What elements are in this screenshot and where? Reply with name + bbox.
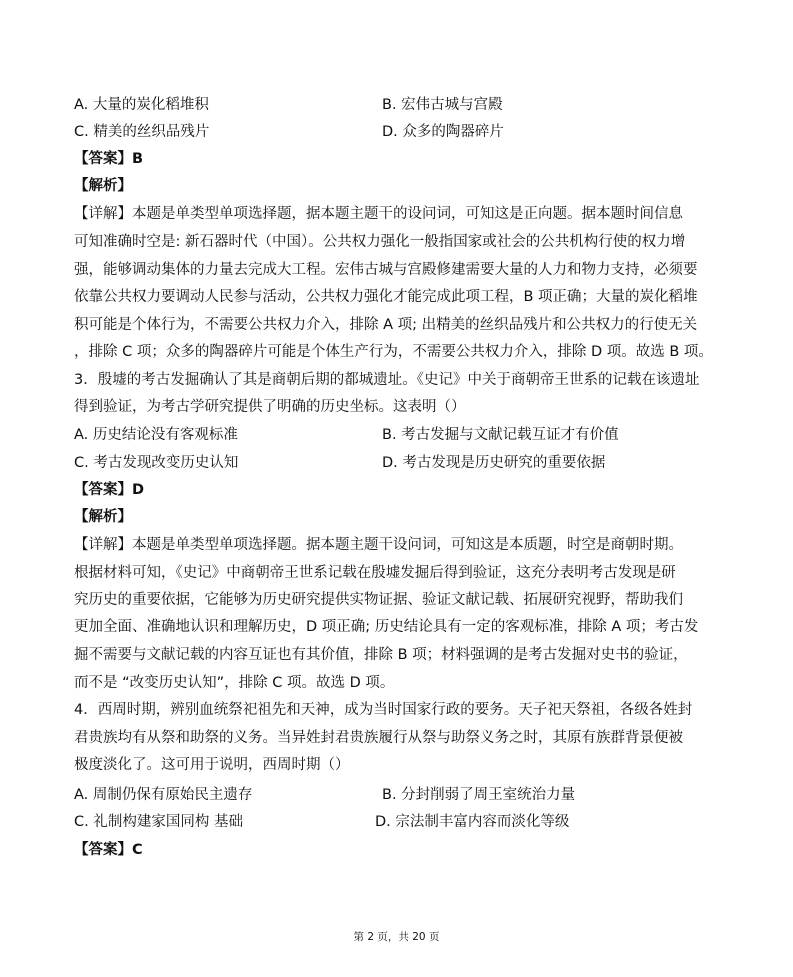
q3-analysis-line: 根据材料可知，《史记》中商朝帝王世系记载在殷墟发掘后得到验证，这充分表明考古发现是研 bbox=[74, 565, 676, 581]
q3-analysis-line: 更加全面、准确地认识和理解历史，D 项正确; 历史结论具有一定的客观标准，排除 A 项；考古发 bbox=[74, 619, 699, 635]
q2-analysis-line: ，排除 C 项；众多的陶器碎片可能是个体生产行为，不需要公共权力介入，排除 D 项。故选 B 项。 bbox=[74, 344, 713, 360]
q3-option-b: B. 考古发掘与文献记载互证才有价值 bbox=[382, 427, 619, 443]
q2-analysis-title: 【解析】 bbox=[74, 178, 132, 194]
q2-answer: 【答案】B bbox=[74, 151, 144, 167]
q3-analysis-line: 究历史的重要依据，它能够为历史研究提供实物证据、验证文献记载、拓展研究视野，帮助我们 bbox=[74, 592, 683, 608]
q2-option-b: B. 宏伟古城与宫殿 bbox=[382, 97, 503, 113]
q2-option-d: D. 众多的陶器碎片 bbox=[382, 124, 504, 140]
q2-analysis-line: 可知准确时空是: 新石器时代（中国）。公共权力强化一般指国家或社会的公共机构行使的权力增 bbox=[74, 234, 686, 250]
q2-analysis-line: 【详解】本题是单类型单项选择题，据本题主题干的设问词，可知这是正向题。据本题时间信息 bbox=[74, 206, 683, 222]
q3-analysis-line: 【详解】本题是单类型单项选择题。据本题主题干设问词，可知这是本质题，时空是商朝时期。 bbox=[74, 537, 683, 553]
q4-option-a: A. 周制仍保有原始民主遗存 bbox=[74, 787, 253, 803]
q2-analysis-line: 强，能够调动集体的力量去完成大工程。宏伟古城与宫殿修建需要大量的人力和物力支持，必须要 bbox=[74, 262, 698, 278]
q3-option-a: A. 历史结论没有客观标准 bbox=[74, 427, 238, 443]
page-footer: 第 2 页，共 20 页 bbox=[353, 931, 440, 943]
q3-analysis-title: 【解析】 bbox=[74, 509, 132, 525]
q3-analysis-line: 掘不需要与文献记载的内容互证也有其价值，排除 B 项；材料强调的是考古发掘对史书的验证， bbox=[74, 647, 688, 663]
q2-option-c: C. 精美的丝织品残片 bbox=[74, 124, 210, 140]
q2-option-a: A. 大量的炭化稻堆积 bbox=[74, 97, 209, 113]
q4-option-b: B. 分封削弱了周王室统治力量 bbox=[382, 787, 576, 803]
q2-analysis-line: 依靠公共权力要调动人民参与活动，公共权力强化才能完成此项工程，B 项正确；大量的炭化稻堆 bbox=[74, 289, 698, 305]
q3-stem-line: 得到验证，为考古学研究提供了明确的历史坐标。这表明（） bbox=[74, 399, 466, 415]
q4-option-c: C. 礼制构建家国同构 基础 bbox=[74, 814, 243, 830]
q4-answer: 【答案】C bbox=[74, 842, 143, 858]
q3-analysis-line: 而不是 “改变历史认知”，排除 C 项。故选 D 项。 bbox=[74, 675, 395, 691]
q4-stem-line: 极度淡化了。这可用于说明，西周时期（） bbox=[74, 757, 350, 773]
q3-option-c: C. 考古发现改变历史认知 bbox=[74, 455, 239, 471]
q2-analysis-line: 积可能是个体行为，不需要公共权力介入，排除 A 项; 出精美的丝织品残片和公共权力的行使无关 bbox=[74, 317, 698, 333]
q3-stem-line: 3．殷墟的考古发掘确认了其是商朝后期的都城遗址。《史记》中关于商朝帝王世系的记载在该遗址 bbox=[74, 372, 700, 388]
q4-stem-line: 4．西周时期，辨别血统祭祀祖先和天神，成为当时国家行政的要务。天子祀天祭祖，各级各姓封 bbox=[74, 702, 693, 718]
q3-answer: 【答案】D bbox=[74, 482, 145, 498]
q4-stem-line: 君贵族均有从祭和助祭的义务。当异姓封君贵族履行从祭与助祭义务之时，其原有族群背景便被 bbox=[74, 730, 683, 746]
q4-option-d: D. 宗法制丰富内容而淡化等级 bbox=[375, 814, 570, 830]
q3-option-d: D. 考古发现是历史研究的重要依据 bbox=[382, 455, 606, 471]
